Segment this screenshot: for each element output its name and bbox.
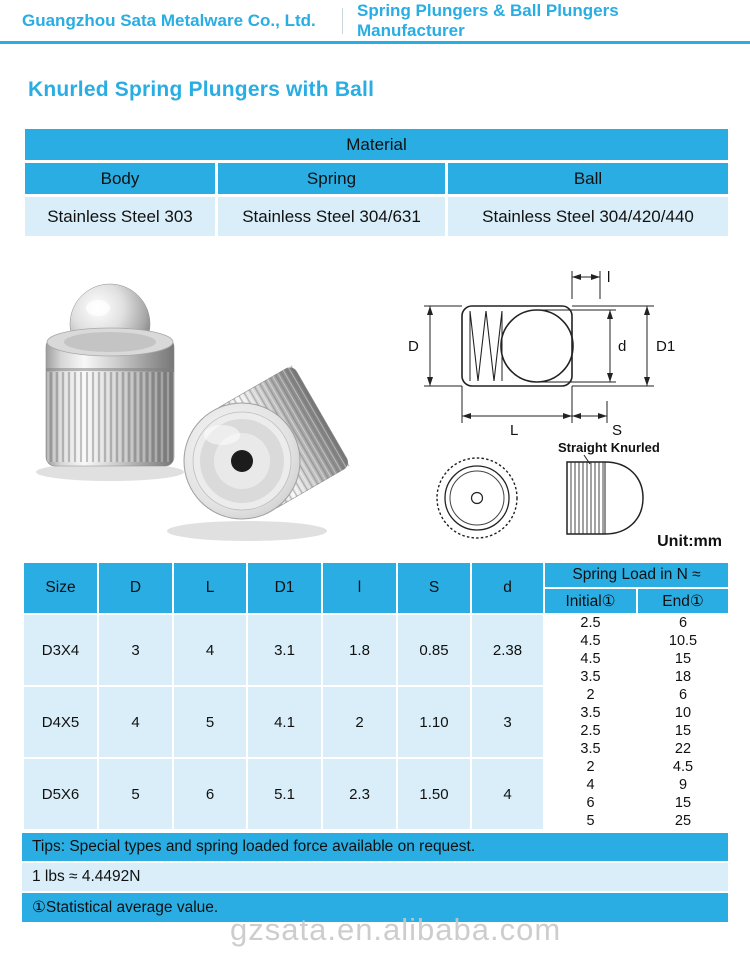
load-initial-cell: 2.5 — [544, 722, 637, 740]
col-header-D1: D1 — [247, 562, 322, 614]
col-header-size: Size — [23, 562, 98, 614]
load-end-cell: 10.5 — [637, 632, 729, 650]
col-header-d: d — [471, 562, 544, 614]
col-header-S: S — [397, 562, 471, 614]
load-initial-cell: 6 — [544, 794, 637, 812]
table-row — [23, 686, 729, 704]
size-cell: D3X4 — [23, 614, 98, 686]
load-end-cell: 15 — [637, 650, 729, 668]
material-header-row — [24, 162, 730, 196]
statistical-note: ①Statistical average value. — [22, 893, 728, 922]
dim-cell-l: 2 — [322, 686, 397, 758]
load-end-cell: 4.5 — [637, 758, 729, 776]
material-value-row — [24, 196, 730, 238]
technical-diagram-wrap — [362, 251, 728, 553]
load-end-cell: 9 — [637, 776, 729, 794]
dim-cell-S: 0.85 — [397, 614, 471, 686]
spec-table — [22, 561, 730, 831]
table-row — [23, 614, 729, 632]
load-end-cell: 6 — [637, 614, 729, 632]
knurl-label: Straight Knurled — [558, 440, 660, 455]
page-title: Knurled Spring Plungers with Ball — [28, 78, 375, 101]
figures-section — [22, 251, 728, 553]
material-value-spring: Stainless Steel 304/631 — [217, 196, 447, 238]
material-col-body: Body — [24, 162, 217, 196]
material-col-spring: Spring — [217, 162, 447, 196]
dim-cell-L: 5 — [173, 686, 247, 758]
dim-label-d: d — [618, 338, 627, 355]
dim-cell-d: 4 — [471, 758, 544, 830]
dim-cell-l: 2.3 — [322, 758, 397, 830]
topbar — [0, 0, 750, 44]
dim-label-S: S — [612, 422, 623, 439]
material-value-body: Stainless Steel 303 — [24, 196, 217, 238]
material-title-cell: Material — [24, 128, 730, 162]
load-initial-cell: 2.5 — [544, 614, 637, 632]
load-initial-cell: 3.5 — [544, 668, 637, 686]
product-photo — [22, 251, 362, 551]
side-section-view — [462, 306, 573, 386]
load-initial-cell: 5 — [544, 812, 637, 830]
knurled-side-view — [567, 455, 643, 534]
load-initial-cell: 4.5 — [544, 632, 637, 650]
load-initial-cell: 3.5 — [544, 704, 637, 722]
dim-label-l: l — [607, 269, 611, 286]
load-end-cell: 6 — [637, 686, 729, 704]
dim-cell-D1: 3.1 — [247, 614, 322, 686]
load-end-cell: 10 — [637, 704, 729, 722]
spring-load-col-initial: Initial① — [544, 588, 637, 614]
material-value-ball: Stainless Steel 304/420/440 — [447, 196, 730, 238]
front-view — [437, 458, 517, 538]
load-initial-cell: 2 — [544, 758, 637, 776]
load-initial-cell: 4.5 — [544, 650, 637, 668]
topbar-divider — [342, 8, 343, 34]
material-title-row — [24, 128, 730, 162]
table-row — [23, 758, 729, 776]
spec-header-row — [23, 562, 729, 588]
material-table — [22, 126, 731, 239]
unit-label: Unit:mm — [657, 533, 722, 550]
watermark: gzsata.en.alibaba.com — [230, 912, 562, 947]
dim-label-L: L — [510, 422, 519, 439]
dim-cell-d: 2.38 — [471, 614, 544, 686]
product-photo-wrap — [22, 251, 362, 553]
load-initial-cell: 3.5 — [544, 740, 637, 758]
col-header-D: D — [98, 562, 173, 614]
dim-cell-d: 3 — [471, 686, 544, 758]
load-end-cell: 22 — [637, 740, 729, 758]
tagline: Spring Plungers & Ball Plungers Manufacturer — [357, 0, 619, 40]
dim-cell-D: 4 — [98, 686, 173, 758]
load-end-cell: 18 — [637, 668, 729, 686]
dim-cell-D: 5 — [98, 758, 173, 830]
dim-cell-l: 1.8 — [322, 614, 397, 686]
load-end-cell: 25 — [637, 812, 729, 830]
photo-plunger-upright — [36, 284, 184, 481]
col-header-L: L — [173, 562, 247, 614]
conversion-note: 1 lbs ≈ 4.4492N — [22, 863, 728, 891]
dim-cell-L: 6 — [173, 758, 247, 830]
dim-cell-S: 1.50 — [397, 758, 471, 830]
company-name: Guangzhou Sata Metalware Co., Ltd. — [22, 10, 316, 30]
size-cell: D5X6 — [23, 758, 98, 830]
material-col-ball: Ball — [447, 162, 730, 196]
load-end-cell: 15 — [637, 794, 729, 812]
photo-plunger-front — [167, 365, 351, 541]
spring-load-header: Spring Load in N ≈ — [544, 562, 729, 588]
dim-label-D: D — [408, 338, 419, 355]
technical-diagram — [362, 251, 722, 541]
load-initial-cell: 4 — [544, 776, 637, 794]
dim-cell-D1: 5.1 — [247, 758, 322, 830]
dim-label-D1: D1 — [656, 338, 676, 355]
load-end-cell: 15 — [637, 722, 729, 740]
dim-cell-D1: 4.1 — [247, 686, 322, 758]
tips-bar: Tips: Special types and spring loaded force available on request. — [22, 833, 728, 861]
load-initial-cell: 2 — [544, 686, 637, 704]
col-header-l: l — [322, 562, 397, 614]
dim-cell-S: 1.10 — [397, 686, 471, 758]
spring-load-col-end: End① — [637, 588, 729, 614]
dim-cell-D: 3 — [98, 614, 173, 686]
size-cell: D4X5 — [23, 686, 98, 758]
dim-cell-L: 4 — [173, 614, 247, 686]
